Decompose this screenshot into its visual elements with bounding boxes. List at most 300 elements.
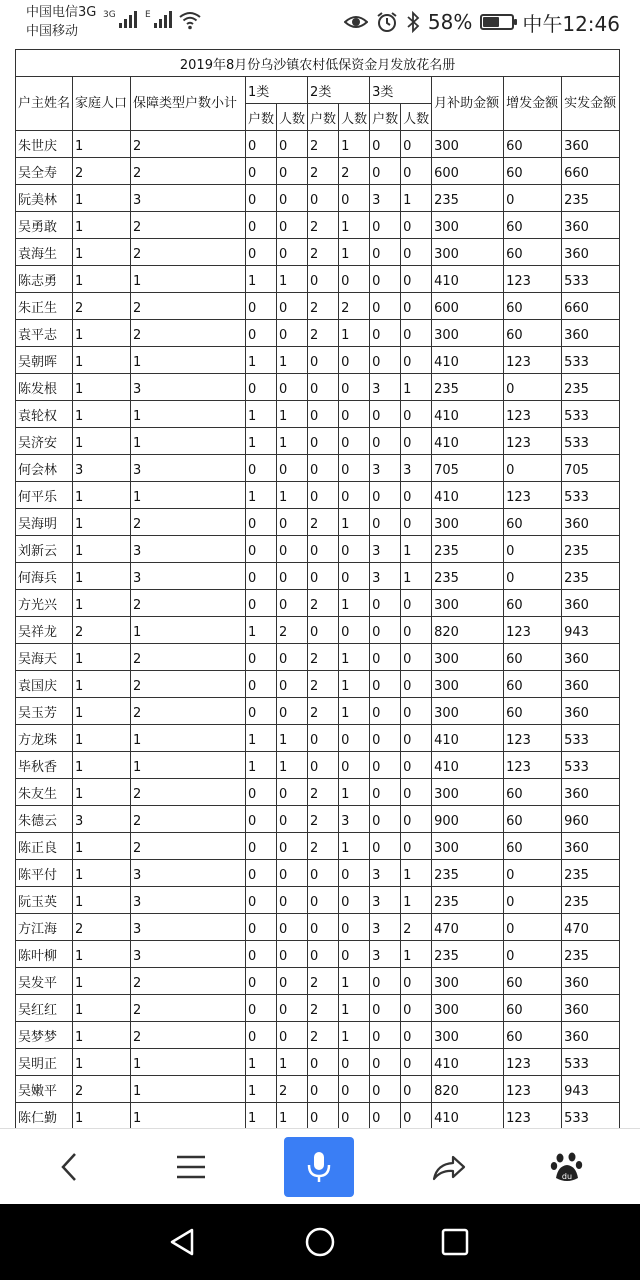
- cell-cat3-households: 0: [370, 995, 401, 1022]
- signal-strength-icon: [103, 10, 137, 28]
- cell-name: 陈仁勤: [16, 1103, 73, 1129]
- cell-actual-amount: 533: [562, 347, 620, 374]
- table-row: [16, 995, 620, 1022]
- cell-cat1-households: 0: [246, 590, 277, 617]
- cell-cat3-households: 0: [370, 428, 401, 455]
- cell-actual-amount: 960: [562, 806, 620, 833]
- menu-icon: [176, 1154, 206, 1180]
- cell-cat1-households: 1: [246, 1049, 277, 1076]
- header-cat2-persons: 人数: [339, 104, 370, 131]
- cell-extra-amount: 60: [504, 644, 562, 671]
- wifi-icon: [178, 10, 202, 30]
- cell-family-size: 1: [73, 887, 131, 914]
- cell-type-subtotal: 2: [131, 779, 246, 806]
- cell-actual-amount: 660: [562, 158, 620, 185]
- cell-cat2-persons: 0: [339, 455, 370, 482]
- cell-type-subtotal: 1: [131, 752, 246, 779]
- cell-extra-amount: 0: [504, 185, 562, 212]
- cell-cat3-households: 0: [370, 239, 401, 266]
- carrier-secondary: 中国移动: [26, 24, 79, 39]
- cell-cat1-persons: 2: [277, 1076, 308, 1103]
- cell-monthly-amount: 235: [432, 536, 504, 563]
- cell-cat2-persons: 0: [339, 482, 370, 509]
- cell-cat3-households: 0: [370, 158, 401, 185]
- cell-actual-amount: 235: [562, 887, 620, 914]
- cell-cat3-households: 0: [370, 509, 401, 536]
- cell-extra-amount: 60: [504, 239, 562, 266]
- cell-cat2-households: 0: [308, 374, 339, 401]
- cell-extra-amount: 0: [504, 887, 562, 914]
- cell-type-subtotal: 3: [131, 887, 246, 914]
- cell-cat3-households: 0: [370, 131, 401, 158]
- cell-cat2-persons: 1: [339, 239, 370, 266]
- cell-family-size: 2: [73, 914, 131, 941]
- cell-extra-amount: 60: [504, 320, 562, 347]
- cell-monthly-amount: 820: [432, 617, 504, 644]
- share-icon: [431, 1152, 467, 1182]
- table-row: [16, 347, 620, 374]
- cell-family-size: 1: [73, 644, 131, 671]
- cell-monthly-amount: 300: [432, 590, 504, 617]
- header-cat1-households: 户数: [246, 104, 277, 131]
- cell-type-subtotal: 2: [131, 644, 246, 671]
- cell-name: 陈正良: [16, 833, 73, 860]
- cell-extra-amount: 0: [504, 455, 562, 482]
- table-row: [16, 698, 620, 725]
- cell-extra-amount: 123: [504, 725, 562, 752]
- cell-family-size: 2: [73, 293, 131, 320]
- cell-cat3-households: 3: [370, 455, 401, 482]
- cell-cat2-households: 2: [308, 671, 339, 698]
- cell-monthly-amount: 300: [432, 968, 504, 995]
- cell-name: 吴发平: [16, 968, 73, 995]
- cell-cat2-persons: 3: [339, 806, 370, 833]
- cell-name: 吴明正: [16, 1049, 73, 1076]
- cell-type-subtotal: 1: [131, 725, 246, 752]
- cell-cat2-households: 2: [308, 833, 339, 860]
- nav-back-button[interactable]: [162, 1222, 202, 1262]
- cell-family-size: 1: [73, 320, 131, 347]
- cell-extra-amount: 60: [504, 1022, 562, 1049]
- cell-cat3-persons: 0: [401, 239, 432, 266]
- cell-cat2-persons: 1: [339, 779, 370, 806]
- cell-cat3-persons: 0: [401, 725, 432, 752]
- cell-type-subtotal: 3: [131, 374, 246, 401]
- cell-cat3-households: 0: [370, 212, 401, 239]
- cell-type-subtotal: 3: [131, 563, 246, 590]
- cell-monthly-amount: 235: [432, 941, 504, 968]
- cell-cat2-households: 0: [308, 1049, 339, 1076]
- cell-cat1-persons: 0: [277, 698, 308, 725]
- cell-cat2-persons: 0: [339, 266, 370, 293]
- cell-extra-amount: 60: [504, 293, 562, 320]
- table-row: [16, 671, 620, 698]
- table-row: [16, 212, 620, 239]
- cell-extra-amount: 123: [504, 617, 562, 644]
- cell-type-subtotal: 2: [131, 158, 246, 185]
- cell-cat2-persons: 1: [339, 698, 370, 725]
- cell-cat1-households: 1: [246, 1076, 277, 1103]
- cell-cat3-households: 3: [370, 914, 401, 941]
- cell-family-size: 1: [73, 428, 131, 455]
- cell-cat1-households: 1: [246, 725, 277, 752]
- cell-cat3-households: 3: [370, 536, 401, 563]
- table-row: [16, 806, 620, 833]
- table-row: [16, 590, 620, 617]
- cell-extra-amount: 123: [504, 347, 562, 374]
- cell-cat2-persons: 1: [339, 968, 370, 995]
- cell-cat3-households: 0: [370, 347, 401, 374]
- cell-cat1-persons: 1: [277, 347, 308, 374]
- cell-cat2-households: 2: [308, 698, 339, 725]
- cell-monthly-amount: 235: [432, 563, 504, 590]
- cell-cat2-households: 0: [308, 1076, 339, 1103]
- cell-cat2-households: 2: [308, 509, 339, 536]
- cell-extra-amount: 123: [504, 752, 562, 779]
- cell-cat3-persons: 0: [401, 347, 432, 374]
- header-extra-amount: 增发金额: [504, 77, 562, 131]
- table-row: [16, 968, 620, 995]
- table-row: [16, 1103, 620, 1129]
- table-row: [16, 1076, 620, 1103]
- table-row: [16, 941, 620, 968]
- cell-cat3-households: 0: [370, 590, 401, 617]
- cell-cat1-households: 0: [246, 509, 277, 536]
- cell-cat3-households: 0: [370, 401, 401, 428]
- table-row: [16, 320, 620, 347]
- cell-family-size: 3: [73, 806, 131, 833]
- cell-name: 何会林: [16, 455, 73, 482]
- cell-cat1-households: 0: [246, 833, 277, 860]
- cell-family-size: 3: [73, 455, 131, 482]
- cell-cat3-households: 0: [370, 482, 401, 509]
- cell-cat2-households: 2: [308, 320, 339, 347]
- cell-cat2-persons: 2: [339, 293, 370, 320]
- cell-extra-amount: 123: [504, 266, 562, 293]
- cell-cat1-persons: 0: [277, 185, 308, 212]
- cell-name: 方江海: [16, 914, 73, 941]
- nav-back-icon: [168, 1227, 196, 1257]
- cell-cat2-persons: 1: [339, 509, 370, 536]
- back-button[interactable]: [34, 1137, 104, 1197]
- cell-family-size: 1: [73, 779, 131, 806]
- cell-actual-amount: 660: [562, 293, 620, 320]
- table-row: [16, 266, 620, 293]
- cell-cat1-households: 0: [246, 158, 277, 185]
- cell-family-size: 1: [73, 1103, 131, 1129]
- cell-family-size: 1: [73, 590, 131, 617]
- cell-cat1-persons: 0: [277, 509, 308, 536]
- cell-cat3-persons: 0: [401, 320, 432, 347]
- table-row: [16, 1022, 620, 1049]
- cell-actual-amount: 235: [562, 374, 620, 401]
- cell-actual-amount: 360: [562, 212, 620, 239]
- cell-cat1-households: 0: [246, 212, 277, 239]
- cell-name: 刘新云: [16, 536, 73, 563]
- cell-name: 方龙珠: [16, 725, 73, 752]
- cell-cat1-households: 0: [246, 887, 277, 914]
- cell-cat3-persons: 0: [401, 995, 432, 1022]
- cell-cat1-persons: 0: [277, 212, 308, 239]
- cell-monthly-amount: 410: [432, 428, 504, 455]
- table-row: [16, 401, 620, 428]
- cell-cat2-households: 0: [308, 860, 339, 887]
- cell-cat2-households: 2: [308, 806, 339, 833]
- cell-cat2-households: 0: [308, 563, 339, 590]
- cell-name: 毕秋香: [16, 752, 73, 779]
- cell-actual-amount: 235: [562, 185, 620, 212]
- cell-cat3-persons: 0: [401, 806, 432, 833]
- cell-cat3-persons: 0: [401, 617, 432, 644]
- cell-cat2-households: 2: [308, 131, 339, 158]
- cell-cat1-persons: 0: [277, 239, 308, 266]
- cell-cat2-persons: 0: [339, 185, 370, 212]
- cell-type-subtotal: 3: [131, 455, 246, 482]
- network-type-e: E: [145, 10, 151, 20]
- table-row: [16, 887, 620, 914]
- cell-type-subtotal: 1: [131, 266, 246, 293]
- nav-recents-icon: [440, 1227, 470, 1257]
- cell-cat2-households: 0: [308, 536, 339, 563]
- cell-cat2-persons: 0: [339, 536, 370, 563]
- cell-cat2-households: 0: [308, 266, 339, 293]
- cell-family-size: 1: [73, 509, 131, 536]
- cell-type-subtotal: 2: [131, 671, 246, 698]
- cell-actual-amount: 360: [562, 995, 620, 1022]
- cell-cat3-households: 0: [370, 617, 401, 644]
- cell-cat3-persons: 0: [401, 968, 432, 995]
- cell-cat2-persons: 0: [339, 617, 370, 644]
- cell-cat2-households: 2: [308, 158, 339, 185]
- cell-cat1-households: 0: [246, 698, 277, 725]
- cell-monthly-amount: 235: [432, 887, 504, 914]
- cell-cat3-persons: 0: [401, 752, 432, 779]
- cell-cat1-households: 0: [246, 644, 277, 671]
- cell-cat3-households: 0: [370, 698, 401, 725]
- cell-extra-amount: 60: [504, 590, 562, 617]
- bluetooth-icon: [406, 11, 420, 33]
- cell-type-subtotal: 2: [131, 239, 246, 266]
- cell-cat2-households: 2: [308, 212, 339, 239]
- cell-monthly-amount: 300: [432, 131, 504, 158]
- cell-actual-amount: 533: [562, 482, 620, 509]
- cell-cat1-households: 0: [246, 1022, 277, 1049]
- cell-cat1-households: 0: [246, 779, 277, 806]
- cell-cat2-persons: 0: [339, 347, 370, 374]
- cell-name: 何平乐: [16, 482, 73, 509]
- cell-cat3-persons: 0: [401, 266, 432, 293]
- cell-cat3-persons: 1: [401, 563, 432, 590]
- cell-cat1-persons: 1: [277, 752, 308, 779]
- cell-cat1-persons: 0: [277, 833, 308, 860]
- cell-name: 陈发根: [16, 374, 73, 401]
- cell-cat3-persons: 0: [401, 212, 432, 239]
- cell-monthly-amount: 300: [432, 833, 504, 860]
- cell-actual-amount: 360: [562, 239, 620, 266]
- cell-cat3-households: 0: [370, 1049, 401, 1076]
- cell-monthly-amount: 300: [432, 239, 504, 266]
- header-cat3-households: 户数: [370, 104, 401, 131]
- cell-cat2-persons: 0: [339, 914, 370, 941]
- cell-cat2-households: 2: [308, 968, 339, 995]
- cell-cat1-households: 1: [246, 1103, 277, 1129]
- cell-extra-amount: 0: [504, 941, 562, 968]
- table-row: [16, 536, 620, 563]
- cell-extra-amount: 60: [504, 806, 562, 833]
- cell-actual-amount: 360: [562, 590, 620, 617]
- cell-family-size: 1: [73, 401, 131, 428]
- cell-cat1-persons: 0: [277, 860, 308, 887]
- table-row: [16, 752, 620, 779]
- cell-extra-amount: 0: [504, 860, 562, 887]
- cell-monthly-amount: 300: [432, 671, 504, 698]
- table-row: [16, 644, 620, 671]
- voice-search-button[interactable]: [284, 1137, 354, 1197]
- cell-actual-amount: 533: [562, 725, 620, 752]
- cell-cat2-households: 2: [308, 644, 339, 671]
- cell-cat1-persons: 1: [277, 1049, 308, 1076]
- header-family-size: 家庭人口: [73, 77, 131, 131]
- cell-actual-amount: 533: [562, 401, 620, 428]
- cell-actual-amount: 360: [562, 698, 620, 725]
- cell-cat3-persons: 3: [401, 455, 432, 482]
- cell-name: 陈志勇: [16, 266, 73, 293]
- cell-cat1-persons: 0: [277, 671, 308, 698]
- battery-level-fill: [483, 17, 498, 27]
- cell-type-subtotal: 3: [131, 860, 246, 887]
- cell-monthly-amount: 300: [432, 779, 504, 806]
- battery-icon: [480, 14, 514, 30]
- header-category-1: 1类: [246, 77, 308, 104]
- cell-cat2-persons: 0: [339, 752, 370, 779]
- cell-family-size: 1: [73, 860, 131, 887]
- cell-cat2-households: 0: [308, 752, 339, 779]
- cell-cat2-persons: 1: [339, 671, 370, 698]
- cell-name: 阮玉英: [16, 887, 73, 914]
- menu-button[interactable]: [156, 1137, 226, 1197]
- cell-extra-amount: 0: [504, 374, 562, 401]
- cell-cat3-persons: 1: [401, 941, 432, 968]
- cell-name: 袁海生: [16, 239, 73, 266]
- allowance-roster-table: [15, 49, 620, 1128]
- cell-extra-amount: 123: [504, 428, 562, 455]
- cell-name: 何海兵: [16, 563, 73, 590]
- battery-percent: 58%: [427, 10, 473, 34]
- cell-cat1-persons: 0: [277, 806, 308, 833]
- cell-cat2-households: 0: [308, 401, 339, 428]
- baidu-home-button[interactable]: [532, 1137, 602, 1197]
- cell-extra-amount: 60: [504, 833, 562, 860]
- cell-cat3-persons: 0: [401, 644, 432, 671]
- header-cat3-persons: 人数: [401, 104, 432, 131]
- cell-extra-amount: 0: [504, 563, 562, 590]
- cell-name: 袁轮权: [16, 401, 73, 428]
- cell-type-subtotal: 1: [131, 482, 246, 509]
- cell-cat2-persons: 0: [339, 1076, 370, 1103]
- cell-actual-amount: 533: [562, 266, 620, 293]
- cell-cat1-households: 0: [246, 536, 277, 563]
- cell-cat3-persons: 0: [401, 1103, 432, 1129]
- cell-family-size: 1: [73, 1022, 131, 1049]
- cell-family-size: 1: [73, 239, 131, 266]
- cell-extra-amount: 123: [504, 1103, 562, 1129]
- cell-family-size: 1: [73, 536, 131, 563]
- cell-cat3-households: 0: [370, 1103, 401, 1129]
- cell-name: 吴梦梦: [16, 1022, 73, 1049]
- nav-home-button[interactable]: [300, 1222, 340, 1262]
- table-row: [16, 779, 620, 806]
- cell-cat1-households: 0: [246, 320, 277, 347]
- svg-text:du: du: [561, 1172, 573, 1181]
- carrier-primary: 中国电信3G: [26, 5, 97, 20]
- share-button[interactable]: [414, 1137, 484, 1197]
- cell-name: 吴济安: [16, 428, 73, 455]
- cell-type-subtotal: 2: [131, 968, 246, 995]
- cell-extra-amount: 60: [504, 212, 562, 239]
- cell-actual-amount: 470: [562, 914, 620, 941]
- cell-cat3-households: 0: [370, 725, 401, 752]
- cell-cat2-households: 0: [308, 1103, 339, 1129]
- cell-cat3-households: 0: [370, 644, 401, 671]
- cell-monthly-amount: 410: [432, 1049, 504, 1076]
- cell-cat3-persons: 1: [401, 185, 432, 212]
- network-type-3g: 3G: [103, 10, 116, 20]
- cell-cat2-persons: 2: [339, 158, 370, 185]
- cell-extra-amount: 60: [504, 698, 562, 725]
- cell-cat2-households: 0: [308, 482, 339, 509]
- table-row: [16, 374, 620, 401]
- cell-cat1-persons: 0: [277, 455, 308, 482]
- cell-actual-amount: 360: [562, 779, 620, 806]
- nav-home-icon: [304, 1226, 336, 1258]
- cell-family-size: 2: [73, 1076, 131, 1103]
- cell-monthly-amount: 300: [432, 644, 504, 671]
- cell-monthly-amount: 300: [432, 995, 504, 1022]
- nav-recents-button[interactable]: [435, 1222, 475, 1262]
- cell-extra-amount: 123: [504, 1076, 562, 1103]
- table-row: [16, 563, 620, 590]
- cell-cat1-households: 1: [246, 266, 277, 293]
- cell-cat1-households: 1: [246, 482, 277, 509]
- cell-cat1-persons: 0: [277, 779, 308, 806]
- cell-cat3-persons: 0: [401, 779, 432, 806]
- table-row: [16, 833, 620, 860]
- web-page-content[interactable]: [0, 44, 640, 1128]
- cell-name: 朱德云: [16, 806, 73, 833]
- cell-extra-amount: 0: [504, 536, 562, 563]
- cell-monthly-amount: 900: [432, 806, 504, 833]
- cell-actual-amount: 533: [562, 1103, 620, 1129]
- cell-cat2-households: 0: [308, 347, 339, 374]
- cell-extra-amount: 60: [504, 509, 562, 536]
- cell-cat1-households: 0: [246, 914, 277, 941]
- cell-cat2-persons: 1: [339, 590, 370, 617]
- cell-cat2-households: 0: [308, 428, 339, 455]
- cell-cat1-persons: 0: [277, 887, 308, 914]
- cell-cat3-households: 0: [370, 320, 401, 347]
- cell-name: 吴全寿: [16, 158, 73, 185]
- cell-family-size: 1: [73, 698, 131, 725]
- cell-type-subtotal: 1: [131, 428, 246, 455]
- table-row: [16, 185, 620, 212]
- cell-cat1-persons: 0: [277, 131, 308, 158]
- cell-cat2-persons: 1: [339, 995, 370, 1022]
- cell-cat2-persons: 0: [339, 374, 370, 401]
- cell-type-subtotal: 1: [131, 1103, 246, 1129]
- cell-cat1-households: 0: [246, 293, 277, 320]
- cell-cat1-households: 1: [246, 617, 277, 644]
- cell-cat3-persons: 1: [401, 536, 432, 563]
